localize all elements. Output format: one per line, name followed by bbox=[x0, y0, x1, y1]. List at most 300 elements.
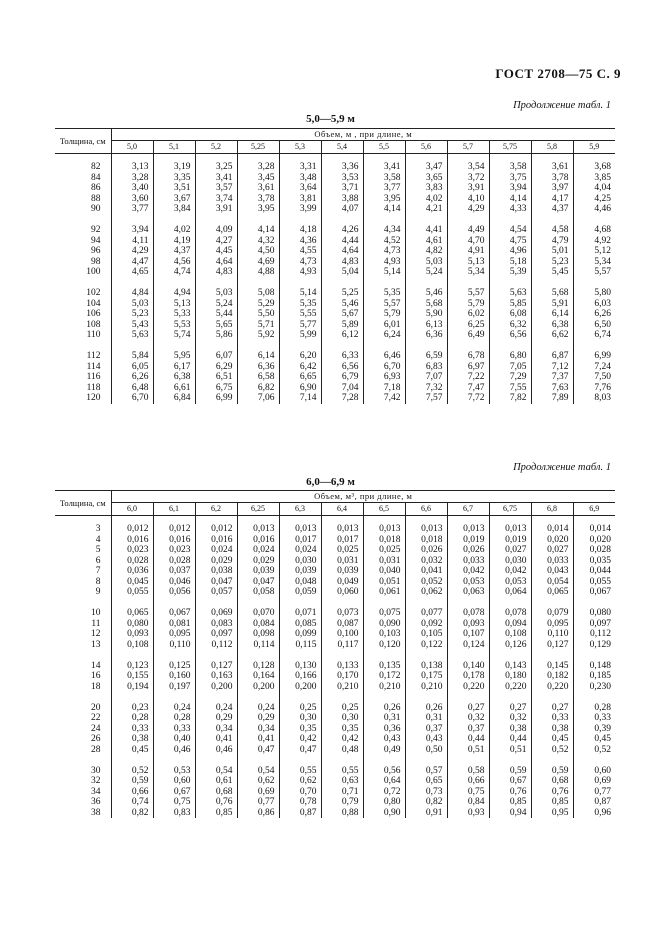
volume-cell: 0,47 bbox=[237, 745, 279, 756]
length-header: 6,8 bbox=[531, 503, 573, 516]
volume-cell: 5,44 bbox=[195, 309, 237, 320]
volume-cell: 0,081 bbox=[153, 619, 195, 630]
volume-cell: 0,016 bbox=[195, 535, 237, 546]
volume-cell: 4,70 bbox=[447, 236, 489, 247]
volume-cell: 6,84 bbox=[153, 393, 195, 404]
volume-cell: 0,79 bbox=[321, 797, 363, 808]
volume-cell: 0,59 bbox=[531, 766, 573, 777]
volume-cell: 4,93 bbox=[279, 267, 321, 278]
volume-cell: 0,47 bbox=[279, 745, 321, 756]
volume-cell: 4,73 bbox=[279, 257, 321, 268]
thickness-cell: 108 bbox=[86, 319, 101, 330]
volume-cell: 0,42 bbox=[321, 734, 363, 745]
thickness-cell: 104 bbox=[86, 298, 101, 309]
volume-cell: 3,57 bbox=[195, 183, 237, 194]
volume-cell: 0,76 bbox=[489, 787, 531, 798]
table-row bbox=[55, 288, 615, 299]
volume-cell: 4,09 bbox=[195, 225, 237, 236]
volume-cell: 6,56 bbox=[489, 330, 531, 341]
volume-cell: 4,49 bbox=[447, 225, 489, 236]
volume-cell: 0,065 bbox=[531, 587, 573, 598]
volume-cell: 0,126 bbox=[489, 640, 531, 651]
volume-cell: 4,02 bbox=[153, 225, 195, 236]
volume-cell: 6,82 bbox=[237, 383, 279, 394]
table-row bbox=[55, 556, 615, 567]
table-row bbox=[55, 545, 615, 556]
volume-cell: 0,085 bbox=[279, 619, 321, 630]
thickness-cell: 20 bbox=[91, 702, 101, 713]
volume-cell: 0,090 bbox=[363, 619, 405, 630]
thickness-cell: 3 bbox=[95, 524, 101, 534]
volume-cell: 0,45 bbox=[111, 745, 153, 756]
volume-cell: 0,040 bbox=[363, 566, 405, 577]
volume-cell: 0,033 bbox=[447, 556, 489, 567]
volume-cell: 6,48 bbox=[111, 383, 153, 394]
volume-cell: 0,36 bbox=[363, 724, 405, 735]
volume-cell: 0,23 bbox=[111, 703, 153, 714]
table-row bbox=[55, 587, 615, 598]
volume-cell: 0,44 bbox=[489, 734, 531, 745]
thickness-cell: 7 bbox=[95, 566, 101, 576]
volume-cell: 0,125 bbox=[153, 661, 195, 672]
volume-cell: 0,128 bbox=[237, 661, 279, 672]
length-header: 6,25 bbox=[237, 503, 279, 516]
volume-cell: 4,27 bbox=[195, 236, 237, 247]
volume-cell: 0,160 bbox=[153, 671, 195, 682]
volume-cell: 0,80 bbox=[363, 797, 405, 808]
volume-cell: 0,043 bbox=[531, 566, 573, 577]
thickness-cell: 100 bbox=[86, 267, 101, 277]
volume-cell: 5,29 bbox=[237, 299, 279, 310]
volume-cell: 0,097 bbox=[573, 619, 615, 630]
volume-cell: 3,28 bbox=[237, 162, 279, 173]
volume-cell: 0,095 bbox=[531, 619, 573, 630]
volume-cell: 0,017 bbox=[321, 535, 363, 546]
volume-cell: 6,51 bbox=[195, 372, 237, 383]
volume-cell: 5,34 bbox=[447, 267, 489, 278]
section-title: 6,0—6,9 м bbox=[306, 476, 355, 488]
volume-cell: 0,031 bbox=[321, 556, 363, 567]
volume-cell: 4,37 bbox=[531, 204, 573, 215]
volume-cell: 5,13 bbox=[153, 299, 195, 310]
volume-cell: 0,029 bbox=[237, 556, 279, 567]
table-row bbox=[55, 577, 615, 588]
table-row bbox=[55, 535, 615, 546]
volume-cell: 4,10 bbox=[447, 194, 489, 205]
volume-header: Объем, м³, при длине, м bbox=[111, 491, 615, 503]
volume-cell: 0,062 bbox=[405, 587, 447, 598]
length-header: 5,4 bbox=[321, 141, 363, 154]
volume-cell: 5,45 bbox=[531, 267, 573, 278]
volume-cell: 0,93 bbox=[447, 808, 489, 819]
volume-cell: 0,019 bbox=[447, 535, 489, 546]
volume-cell: 6,70 bbox=[111, 393, 153, 404]
volume-cell: 4,21 bbox=[405, 204, 447, 215]
volume-cell: 0,122 bbox=[405, 640, 447, 651]
volume-cell: 0,020 bbox=[531, 535, 573, 546]
volume-cell: 3,40 bbox=[111, 183, 153, 194]
volume-cell: 3,51 bbox=[153, 183, 195, 194]
volume-cell: 3,78 bbox=[237, 194, 279, 205]
table-row bbox=[55, 703, 615, 714]
volume-cell: 0,50 bbox=[405, 745, 447, 756]
volume-table-6m bbox=[55, 490, 615, 818]
volume-cell: 6,59 bbox=[405, 351, 447, 362]
volume-cell: 3,54 bbox=[447, 162, 489, 173]
volume-cell: 6,70 bbox=[363, 362, 405, 373]
volume-cell: 0,91 bbox=[405, 808, 447, 819]
table-row bbox=[55, 713, 615, 724]
volume-cell: 3,13 bbox=[111, 162, 153, 173]
volume-cell: 7,24 bbox=[573, 362, 615, 373]
volume-cell: 0,155 bbox=[111, 671, 153, 682]
volume-cell: 3,67 bbox=[153, 194, 195, 205]
volume-cell: 7,18 bbox=[363, 383, 405, 394]
volume-cell: 0,058 bbox=[237, 587, 279, 598]
volume-cell: 5,67 bbox=[321, 309, 363, 320]
volume-cell: 0,014 bbox=[531, 524, 573, 535]
volume-cell: 0,016 bbox=[111, 535, 153, 546]
volume-cell: 3,91 bbox=[447, 183, 489, 194]
volume-cell: 3,94 bbox=[489, 183, 531, 194]
volume-cell: 5,85 bbox=[489, 299, 531, 310]
volume-cell: 0,185 bbox=[573, 671, 615, 682]
volume-cell: 5,79 bbox=[447, 299, 489, 310]
volume-cell: 0,039 bbox=[279, 566, 321, 577]
volume-cell: 0,108 bbox=[111, 640, 153, 651]
volume-cell: 3,84 bbox=[153, 204, 195, 215]
thickness-cell: 88 bbox=[91, 193, 101, 204]
volume-cell: 6,07 bbox=[195, 351, 237, 362]
volume-cell: 0,048 bbox=[279, 577, 321, 588]
volume-cell: 6,12 bbox=[321, 330, 363, 341]
volume-cell: 3,95 bbox=[237, 204, 279, 215]
thickness-cell: 5 bbox=[95, 545, 101, 555]
volume-cell: 3,94 bbox=[111, 225, 153, 236]
volume-cell: 0,46 bbox=[195, 745, 237, 756]
table-row bbox=[55, 225, 615, 236]
thickness-cell: 86 bbox=[91, 183, 101, 193]
volume-cell: 0,49 bbox=[363, 745, 405, 756]
volume-cell: 7,29 bbox=[489, 372, 531, 383]
volume-cell: 4,29 bbox=[447, 204, 489, 215]
thickness-cell: 106 bbox=[86, 309, 101, 319]
volume-cell: 0,112 bbox=[195, 640, 237, 651]
volume-cell: 3,58 bbox=[363, 173, 405, 184]
length-header: 6,0 bbox=[111, 503, 153, 516]
volume-cell: 7,07 bbox=[405, 372, 447, 383]
volume-cell: 7,63 bbox=[531, 383, 573, 394]
volume-cell: 0,68 bbox=[531, 776, 573, 787]
volume-cell: 4,17 bbox=[531, 194, 573, 205]
volume-cell: 0,53 bbox=[153, 766, 195, 777]
table-row bbox=[55, 173, 615, 184]
volume-cell: 0,51 bbox=[489, 745, 531, 756]
length-header: 5,6 bbox=[405, 141, 447, 154]
volume-cell: 0,145 bbox=[531, 661, 573, 672]
volume-cell: 3,41 bbox=[363, 162, 405, 173]
thickness-cell: 26 bbox=[91, 734, 101, 744]
volume-cell: 5,57 bbox=[363, 299, 405, 310]
volume-cell: 0,047 bbox=[195, 577, 237, 588]
volume-cell: 6,90 bbox=[279, 383, 321, 394]
volume-cell: 0,024 bbox=[195, 545, 237, 556]
volume-cell: 3,60 bbox=[111, 194, 153, 205]
volume-cell: 4,91 bbox=[447, 246, 489, 257]
volume-cell: 0,28 bbox=[111, 713, 153, 724]
volume-cell: 0,012 bbox=[111, 524, 153, 535]
volume-cell: 0,38 bbox=[531, 724, 573, 735]
volume-cell: 3,36 bbox=[321, 162, 363, 173]
volume-cell: 0,028 bbox=[111, 556, 153, 567]
volume-cell: 0,143 bbox=[489, 661, 531, 672]
volume-cell: 4,83 bbox=[195, 267, 237, 278]
volume-cell: 0,96 bbox=[573, 808, 615, 819]
table-row bbox=[55, 393, 615, 404]
volume-cell: 0,114 bbox=[237, 640, 279, 651]
table-row bbox=[55, 183, 615, 194]
volume-cell: 4,14 bbox=[363, 204, 405, 215]
volume-cell: 3,64 bbox=[279, 183, 321, 194]
length-header: 6,4 bbox=[321, 503, 363, 516]
volume-cell: 5,63 bbox=[111, 330, 153, 341]
table-row bbox=[55, 194, 615, 205]
thickness-cell: 84 bbox=[91, 172, 101, 183]
volume-cell: 0,180 bbox=[489, 671, 531, 682]
volume-cell: 3,53 bbox=[321, 173, 363, 184]
volume-cell: 4,61 bbox=[405, 236, 447, 247]
volume-cell: 6,56 bbox=[321, 362, 363, 373]
volume-cell: 4,33 bbox=[489, 204, 531, 215]
volume-cell: 4,07 bbox=[321, 204, 363, 215]
volume-cell: 6,03 bbox=[573, 299, 615, 310]
volume-cell: 0,41 bbox=[195, 734, 237, 745]
volume-cell: 0,220 bbox=[489, 682, 531, 693]
volume-cell: 0,76 bbox=[195, 797, 237, 808]
volume-cell: 0,095 bbox=[153, 629, 195, 640]
volume-cell: 5,43 bbox=[111, 320, 153, 331]
volume-cell: 0,77 bbox=[237, 797, 279, 808]
volume-cell: 6,99 bbox=[195, 393, 237, 404]
volume-cell: 5,50 bbox=[237, 309, 279, 320]
volume-header: Объем, м , при длине, м bbox=[111, 129, 615, 141]
volume-cell: 0,78 bbox=[279, 797, 321, 808]
volume-cell: 0,71 bbox=[321, 787, 363, 798]
volume-cell: 4,68 bbox=[573, 225, 615, 236]
volume-cell: 0,75 bbox=[447, 787, 489, 798]
table-row bbox=[55, 808, 615, 819]
volume-cell: 0,071 bbox=[279, 608, 321, 619]
volume-cell: 6,61 bbox=[153, 383, 195, 394]
volume-cell: 3,61 bbox=[237, 183, 279, 194]
volume-cell: 6,79 bbox=[321, 372, 363, 383]
volume-cell: 4,32 bbox=[237, 236, 279, 247]
table-row bbox=[55, 320, 615, 331]
volume-cell: 5,35 bbox=[363, 288, 405, 299]
volume-cell: 3,35 bbox=[153, 173, 195, 184]
volume-cell: 4,73 bbox=[363, 246, 405, 257]
volume-cell: 6,46 bbox=[363, 351, 405, 362]
volume-cell: 0,073 bbox=[321, 608, 363, 619]
volume-cell: 0,43 bbox=[363, 734, 405, 745]
volume-cell: 0,087 bbox=[321, 619, 363, 630]
volume-cell: 7,37 bbox=[531, 372, 573, 383]
volume-cell: 0,051 bbox=[363, 577, 405, 588]
volume-cell: 0,129 bbox=[573, 640, 615, 651]
volume-cell: 6,33 bbox=[321, 351, 363, 362]
volume-cell: 0,092 bbox=[405, 619, 447, 630]
volume-cell: 0,052 bbox=[405, 577, 447, 588]
volume-cell: 6,58 bbox=[237, 372, 279, 383]
volume-cell: 3,91 bbox=[195, 204, 237, 215]
volume-cell: 0,90 bbox=[363, 808, 405, 819]
volume-cell: 0,080 bbox=[111, 619, 153, 630]
volume-table-5m bbox=[55, 128, 615, 404]
volume-cell: 0,020 bbox=[573, 535, 615, 546]
volume-cell: 0,013 bbox=[363, 524, 405, 535]
volume-cell: 0,030 bbox=[489, 556, 531, 567]
volume-cell: 0,24 bbox=[195, 703, 237, 714]
volume-cell: 7,57 bbox=[405, 393, 447, 404]
volume-cell: 0,127 bbox=[195, 661, 237, 672]
volume-cell: 6,20 bbox=[279, 351, 321, 362]
volume-cell: 0,107 bbox=[447, 629, 489, 640]
thickness-cell: 22 bbox=[91, 713, 101, 723]
volume-cell: 0,133 bbox=[321, 661, 363, 672]
volume-cell: 0,024 bbox=[237, 545, 279, 556]
volume-cell: 0,210 bbox=[405, 682, 447, 693]
volume-cell: 0,018 bbox=[363, 535, 405, 546]
section-title: 5,0—5,9 м bbox=[306, 113, 355, 125]
volume-cell: 5,35 bbox=[279, 299, 321, 310]
thickness-cell: 24 bbox=[91, 723, 101, 734]
volume-cell: 0,29 bbox=[195, 713, 237, 724]
volume-cell: 4,25 bbox=[573, 194, 615, 205]
volume-cell: 0,099 bbox=[279, 629, 321, 640]
volume-cell: 0,37 bbox=[447, 724, 489, 735]
volume-cell: 0,163 bbox=[195, 671, 237, 682]
volume-cell: 0,172 bbox=[363, 671, 405, 682]
thickness-cell: 116 bbox=[86, 372, 101, 382]
thickness-cell: 98 bbox=[91, 256, 101, 267]
volume-cell: 3,74 bbox=[195, 194, 237, 205]
length-header: 5,3 bbox=[279, 141, 321, 154]
volume-cell: 0,017 bbox=[279, 535, 321, 546]
volume-cell: 3,77 bbox=[363, 183, 405, 194]
volume-cell: 7,05 bbox=[489, 362, 531, 373]
volume-cell: 7,42 bbox=[363, 393, 405, 404]
volume-cell: 0,025 bbox=[321, 545, 363, 556]
thickness-cell: 12 bbox=[91, 629, 101, 639]
volume-cell: 0,130 bbox=[279, 661, 321, 672]
volume-cell: 0,24 bbox=[153, 703, 195, 714]
thickness-cell: 28 bbox=[91, 744, 101, 755]
volume-cell: 0,28 bbox=[153, 713, 195, 724]
volume-cell: 0,32 bbox=[489, 713, 531, 724]
volume-cell: 4,64 bbox=[195, 257, 237, 268]
volume-cell: 0,060 bbox=[321, 587, 363, 598]
length-header: 5,25 bbox=[237, 141, 279, 154]
volume-cell: 0,65 bbox=[405, 776, 447, 787]
volume-cell: 5,92 bbox=[237, 330, 279, 341]
thickness-cell: 14 bbox=[91, 660, 101, 671]
volume-cell: 0,045 bbox=[111, 577, 153, 588]
volume-cell: 0,210 bbox=[363, 682, 405, 693]
volume-cell: 0,82 bbox=[111, 808, 153, 819]
volume-cell: 6,74 bbox=[573, 330, 615, 341]
volume-cell: 0,033 bbox=[531, 556, 573, 567]
volume-cell: 5,18 bbox=[489, 257, 531, 268]
volume-cell: 4,18 bbox=[279, 225, 321, 236]
volume-cell: 6,17 bbox=[153, 362, 195, 373]
volume-cell: 0,64 bbox=[363, 776, 405, 787]
volume-cell: 0,038 bbox=[195, 566, 237, 577]
volume-cell: 3,19 bbox=[153, 162, 195, 173]
volume-cell: 4,74 bbox=[153, 267, 195, 278]
volume-cell: 6,49 bbox=[447, 330, 489, 341]
volume-cell: 0,38 bbox=[489, 724, 531, 735]
volume-cell: 0,197 bbox=[153, 682, 195, 693]
volume-cell: 4,58 bbox=[531, 225, 573, 236]
table-row bbox=[55, 246, 615, 257]
volume-cell: 0,041 bbox=[405, 566, 447, 577]
volume-cell: 3,77 bbox=[111, 204, 153, 215]
volume-cell: 4,55 bbox=[279, 246, 321, 257]
volume-cell: 0,012 bbox=[195, 524, 237, 535]
volume-cell: 0,73 bbox=[405, 787, 447, 798]
table-row bbox=[55, 330, 615, 341]
volume-cell: 0,83 bbox=[153, 808, 195, 819]
volume-cell: 7,14 bbox=[279, 393, 321, 404]
volume-cell: 3,65 bbox=[405, 173, 447, 184]
volume-cell: 0,093 bbox=[447, 619, 489, 630]
volume-cell: 6,42 bbox=[279, 362, 321, 373]
table-row bbox=[55, 351, 615, 362]
volume-cell: 0,039 bbox=[237, 566, 279, 577]
volume-cell: 5,03 bbox=[195, 288, 237, 299]
volume-cell: 0,59 bbox=[489, 766, 531, 777]
volume-cell: 3,95 bbox=[363, 194, 405, 205]
volume-cell: 0,097 bbox=[195, 629, 237, 640]
volume-cell: 0,013 bbox=[279, 524, 321, 535]
volume-cell: 7,55 bbox=[489, 383, 531, 394]
volume-cell: 5,14 bbox=[279, 288, 321, 299]
volume-cell: 0,112 bbox=[573, 629, 615, 640]
volume-cell: 5,86 bbox=[195, 330, 237, 341]
volume-cell: 0,013 bbox=[405, 524, 447, 535]
table-row bbox=[55, 372, 615, 383]
volume-cell: 0,053 bbox=[447, 577, 489, 588]
volume-cell: 0,028 bbox=[573, 545, 615, 556]
thickness-cell: 30 bbox=[91, 765, 101, 776]
volume-cell: 0,60 bbox=[153, 776, 195, 787]
volume-cell: 0,032 bbox=[405, 556, 447, 567]
thickness-cell: 92 bbox=[91, 225, 101, 235]
volume-cell: 0,016 bbox=[153, 535, 195, 546]
volume-cell: 0,84 bbox=[447, 797, 489, 808]
volume-cell: 4,26 bbox=[321, 225, 363, 236]
volume-cell: 4,75 bbox=[489, 236, 531, 247]
volume-cell: 4,65 bbox=[111, 267, 153, 278]
length-header: 6,7 bbox=[447, 503, 489, 516]
volume-cell: 0,77 bbox=[573, 787, 615, 798]
volume-cell: 4,45 bbox=[195, 246, 237, 257]
volume-cell: 3,48 bbox=[279, 173, 321, 184]
volume-cell: 0,018 bbox=[405, 535, 447, 546]
volume-cell: 0,34 bbox=[195, 724, 237, 735]
volume-cell: 7,04 bbox=[321, 383, 363, 394]
volume-cell: 0,166 bbox=[279, 671, 321, 682]
